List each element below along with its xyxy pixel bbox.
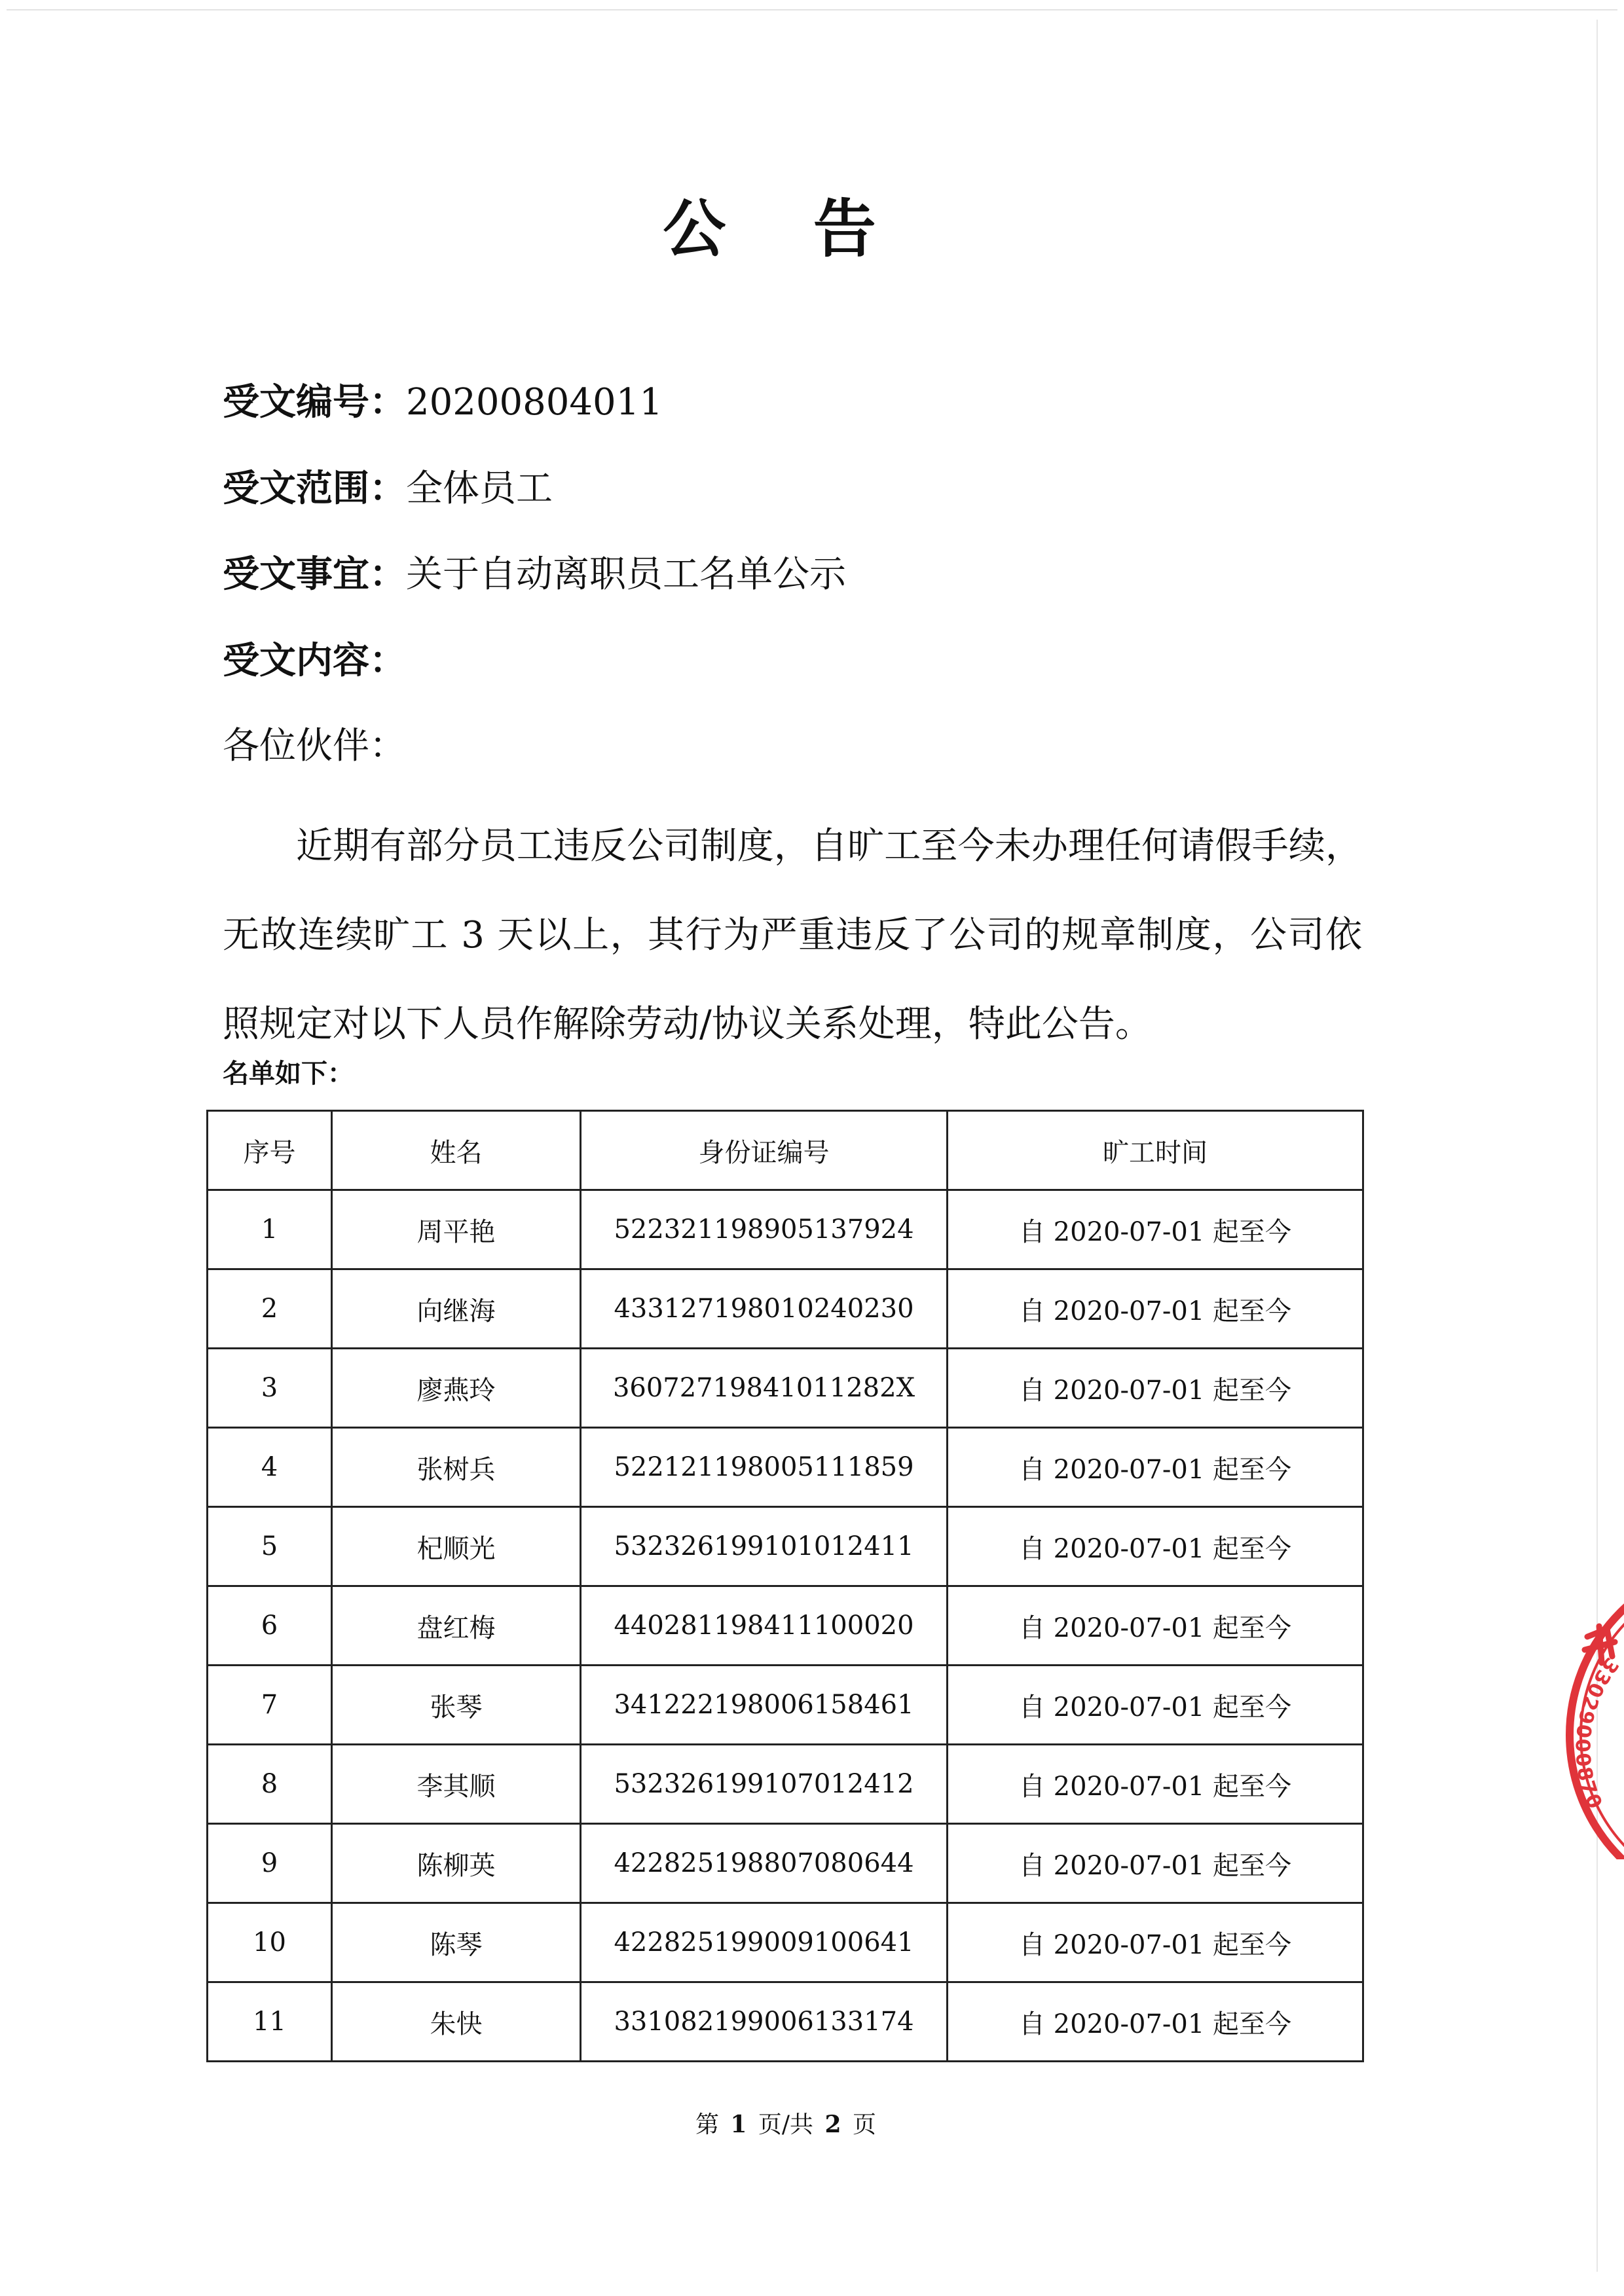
cell-absence-period: 自 2020-07-01 起至今: [948, 1666, 1363, 1745]
table-row: [208, 1269, 1363, 1349]
table-row: [208, 1349, 1363, 1428]
seal-number: 33029000870: [1570, 1653, 1623, 1813]
cell-name: 朱快: [332, 1982, 581, 2062]
header-index: 序号: [208, 1111, 332, 1190]
footer-prefix: 第: [695, 2111, 719, 2138]
table-row: [208, 1982, 1363, 2062]
cell-id-number: 422825198807080644: [581, 1824, 948, 1903]
cell-id-number: 341222198006158461: [581, 1666, 948, 1745]
table-body: [208, 1190, 1363, 2062]
field-scope: [223, 463, 553, 515]
footer-middle: 页/共: [758, 2111, 814, 2138]
table-header-row: [208, 1111, 1363, 1190]
company-seal: [1547, 1558, 1624, 1859]
footer-current-page: 1: [730, 2111, 747, 2138]
table-row: [208, 1190, 1363, 1269]
cell-id-number: 522121198005111859: [581, 1428, 948, 1507]
cell-absence-period: 自 2020-07-01 起至今: [948, 1903, 1363, 1982]
cell-absence-period: 自 2020-07-01 起至今: [948, 1349, 1363, 1428]
cell-absence-period: 自 2020-07-01 起至今: [948, 1428, 1363, 1507]
table-row: [208, 1586, 1363, 1666]
cell-absence-period: 自 2020-07-01 起至今: [948, 1982, 1363, 2062]
table-row: [208, 1745, 1363, 1824]
cell-name: 廖燕玲: [332, 1349, 581, 1428]
cell-absence-period: 自 2020-07-01 起至今: [948, 1190, 1363, 1269]
cell-index: 10: [208, 1903, 332, 1982]
cell-id-number: 422825199009100641: [581, 1903, 948, 1982]
field-subject: [223, 549, 846, 601]
header-name: 姓名: [332, 1111, 581, 1190]
cell-name: 陈柳英: [332, 1824, 581, 1903]
cell-index: 7: [208, 1666, 332, 1745]
scan-edge-right: [1596, 20, 1598, 2272]
table-row: [208, 1507, 1363, 1586]
cell-index: 2: [208, 1269, 332, 1349]
field-value: 全体员工: [406, 467, 553, 510]
scan-edge-top: [7, 9, 1617, 10]
header-absence-period: 旷工时间: [948, 1111, 1363, 1190]
table-row: [208, 1824, 1363, 1903]
cell-id-number: 433127198010240230: [581, 1269, 948, 1349]
cell-index: 8: [208, 1745, 332, 1824]
field-value: 关于自动离职员工名单公示: [406, 553, 846, 596]
cell-absence-period: 自 2020-07-01 起至今: [948, 1507, 1363, 1586]
cell-name: 杞顺光: [332, 1507, 581, 1586]
seal-graphic: [1547, 1558, 1624, 1859]
cell-index: 3: [208, 1349, 332, 1428]
header-id-number: 身份证编号: [581, 1111, 948, 1190]
cell-id-number: 532326199107012412: [581, 1745, 948, 1824]
table-row: [208, 1428, 1363, 1507]
cell-name: 李其顺: [332, 1745, 581, 1824]
cell-id-number: 532326199101012411: [581, 1507, 948, 1586]
footer-suffix: 页: [853, 2111, 877, 2138]
cell-name: 向继海: [332, 1269, 581, 1349]
footer-total-pages: 2: [824, 2111, 841, 2138]
cell-index: 6: [208, 1586, 332, 1666]
cell-index: 4: [208, 1428, 332, 1507]
cell-index: 1: [208, 1190, 332, 1269]
field-label: 受文内容：: [223, 640, 406, 682]
cell-id-number: 522321198905137924: [581, 1190, 948, 1269]
notice-body: 近期有部分员工违反公司制度，自旷工至今未办理任何请假手续，无故连续旷工 3 天以上，其行为严重违反了公司的规章制度，公司依照规定对以下人员作解除劳动/协议关系处理，特此公告。: [223, 825, 1362, 1046]
field-value: 20200804011: [406, 381, 663, 424]
field-label: 受文编号：: [223, 381, 406, 424]
field-document-number: [223, 376, 663, 429]
cell-index: 11: [208, 1982, 332, 2062]
cell-absence-period: 自 2020-07-01 起至今: [948, 1586, 1363, 1666]
cell-absence-period: 自 2020-07-01 起至今: [948, 1824, 1363, 1903]
cell-index: 5: [208, 1507, 332, 1586]
field-content: [223, 635, 406, 687]
field-label: 受文范围：: [223, 467, 406, 510]
cell-name: 陈琴: [332, 1903, 581, 1982]
list-label: 名单如下：: [223, 1059, 354, 1089]
table-row: [208, 1666, 1363, 1745]
cell-id-number: 440281198411100020: [581, 1586, 948, 1666]
greeting: 各位伙伴：: [223, 725, 406, 767]
cell-absence-period: 自 2020-07-01 起至今: [948, 1745, 1363, 1824]
cell-name: 张琴: [332, 1666, 581, 1745]
cell-id-number: 331082199006133174: [581, 1982, 948, 2062]
table-row: [208, 1903, 1363, 1982]
cell-absence-period: 自 2020-07-01 起至今: [948, 1269, 1363, 1349]
document-title: 公 告: [663, 192, 909, 266]
dismissal-table: [206, 1110, 1364, 2062]
cell-name: 张树兵: [332, 1428, 581, 1507]
page-footer: [0, 2105, 1572, 2145]
field-label: 受文事宜：: [223, 553, 406, 596]
cell-name: 周平艳: [332, 1190, 581, 1269]
cell-id-number: 36072719841011282X: [581, 1349, 948, 1428]
cell-name: 盘红梅: [332, 1586, 581, 1666]
cell-index: 9: [208, 1824, 332, 1903]
